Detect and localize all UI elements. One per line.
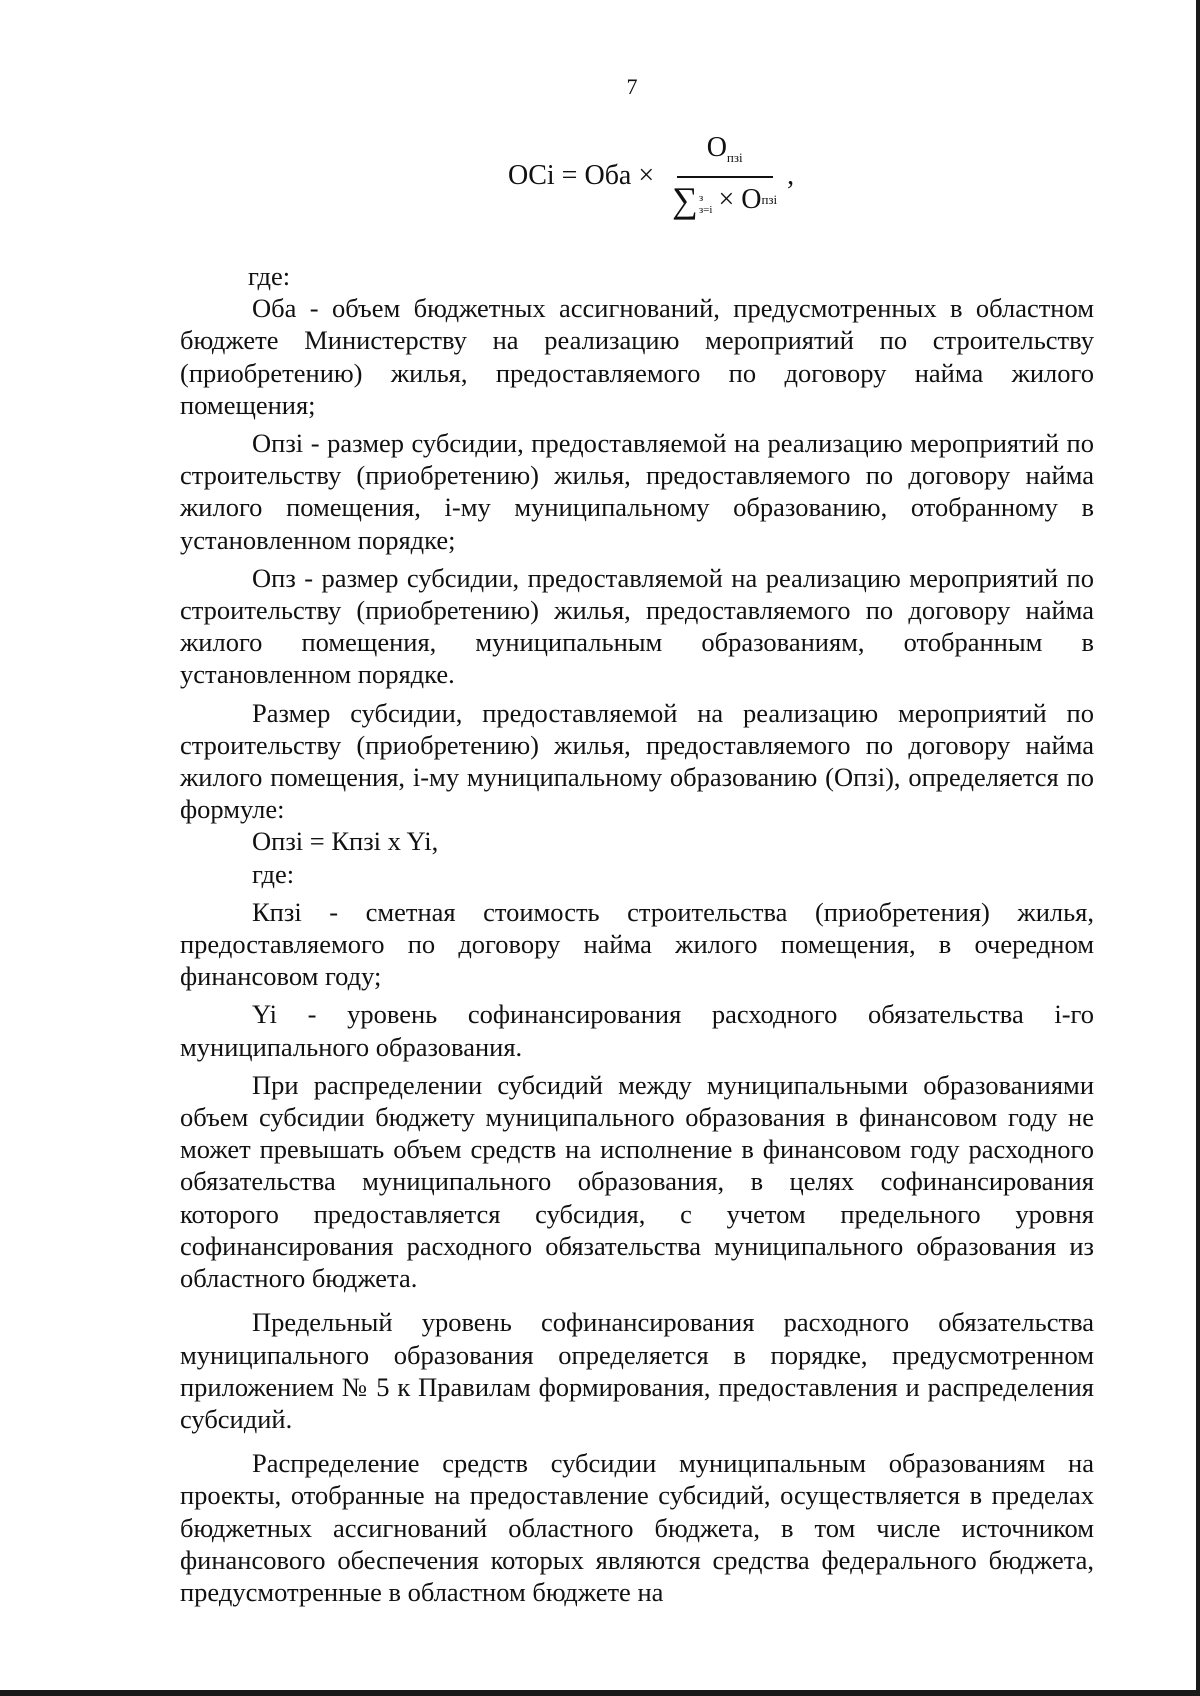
- denominator-subscript: пзi: [761, 192, 778, 207]
- numerator-subscript: пзi: [726, 150, 743, 165]
- formula-lhs: OCi = Оба ×: [508, 160, 655, 191]
- summation-icon: ∑ з з=i: [672, 180, 713, 220]
- formula-numerator: [677, 132, 773, 178]
- distribution-formula: [508, 132, 795, 220]
- sum-lower-limit: з=i: [698, 203, 713, 216]
- denominator-term: × O: [718, 184, 762, 215]
- scan-border-bottom: [0, 1690, 1200, 1696]
- paragraph-opz-definition: Опз - размер субсидии, предоставляемой на реализацию мероприятий по строительству (приобретению) жилья, предоставляемого по договору найма жилого помещения, муниципальным образованиям, отобранным в установленном порядке.: [180, 562, 1094, 690]
- paragraph-cofinancing-level: Предельный уровень софинансирования расходного обязательства муниципального образования определяется в порядке, предусмотренном приложением № 5 к Правилам формирования, предоставления и распределения субсидий.: [180, 1307, 1094, 1434]
- page-number: 7: [626, 74, 638, 99]
- formula-denominator: [668, 178, 781, 220]
- scan-border-right: [1196, 0, 1200, 1696]
- sum-upper-limit: з: [698, 191, 704, 204]
- paragraph-subsidy-size: Размер субсидии, предоставляемой на реализацию мероприятий по строительству (приобретению) жилья, предоставляемого по договору найма жилого помещения, i-му муниципальному образованию (Опзi), определяется по формуле:: [180, 697, 1094, 825]
- paragraph-where: где:: [248, 261, 291, 291]
- paragraph-oba-definition: Оба - объем бюджетных ассигнований, предусмотренных в областном бюджете Министерству на реализацию мероприятий по строительству (приобретению) жилья, предоставляемого по договору найма жилого помещения;: [180, 293, 1094, 420]
- document-body: [180, 260, 1094, 1608]
- paragraph-opzi-definition: Опзi - размер субсидии, предоставляемой на реализацию мероприятий по строительству (приобретению) жилья, предоставляемого по договору найма жилого помещения, i-му муниципальному образованию, отобранному в установленном порядке;: [180, 428, 1094, 555]
- paragraph-distribution-limit: При распределении субсидий между муниципальными образованиями объем субсидии бюджету муниципального образования в финансовом году не может превышать объем средств на исполнение в финансовом году расходного обязательства муниципального образования, в целях софинансирования которого предоставляется субсидия, с учетом предельного уровня софинансирования расходного обязательства муниципального образования из областного бюджета.: [180, 1069, 1094, 1294]
- paragraph-kpzi-definition: Кпзi - сметная стоимость строительства (приобретения) жилья, предоставляемого по договору найма жилого помещения, в очередном финансовом году;: [180, 896, 1094, 992]
- paragraph-funds-distribution: Распределение средств субсидии муниципальным образованиям на проекты, отобранные на предоставление субсидий, осуществляется в пределах бюджетных ассигнований областного бюджета, в том числе источником финансового обеспечения которых являются средства федерального бюджета, предусмотренные в областном бюджете на: [180, 1448, 1094, 1607]
- numerator-base: O: [706, 132, 727, 163]
- paragraph-opzi-formula: Опзi = Кпзi x Yi,: [252, 826, 439, 857]
- formula-trailing: ,: [787, 160, 795, 191]
- paragraph-where-2: где:: [252, 858, 295, 889]
- formula-fraction: [668, 132, 781, 220]
- paragraph-yi-definition: Yi - уровень софинансирования расходного обязательства i-го муниципального образования.: [180, 999, 1094, 1062]
